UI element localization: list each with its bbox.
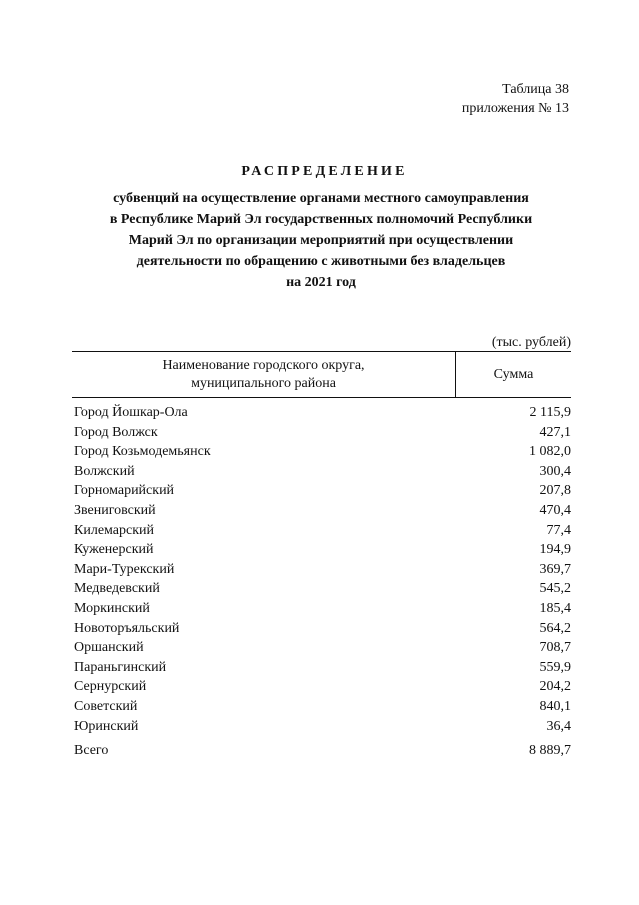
table-row <box>74 540 571 560</box>
subtitle-line: Марий Эл по организации мероприятий при осуществлении <box>128 233 514 248</box>
row-name: Оршанский <box>74 640 144 656</box>
row-sum: 427,1 <box>539 424 571 440</box>
table-body <box>74 403 571 736</box>
document-title: РАСПРЕДЕЛЕНИЕ <box>241 164 408 179</box>
table-row <box>74 619 571 639</box>
row-sum: 545,2 <box>539 581 571 597</box>
row-sum: 194,9 <box>539 542 571 558</box>
row-name: Горномарийский <box>74 483 175 499</box>
table-row <box>74 599 571 619</box>
row-sum: 564,2 <box>539 620 571 636</box>
subtitle-line: субвенций на осуществление органами местного самоуправления <box>113 191 529 206</box>
table-row <box>74 560 571 580</box>
row-sum: 369,7 <box>539 561 571 577</box>
row-name: Город Волжск <box>74 424 158 440</box>
table-row <box>74 638 571 658</box>
row-sum: 185,4 <box>539 600 571 616</box>
table-header <box>72 351 571 398</box>
table-row <box>74 423 571 443</box>
table-row <box>74 462 571 482</box>
row-sum: 204,2 <box>539 679 571 695</box>
column-header-name <box>72 352 456 397</box>
row-sum: 2 115,9 <box>529 405 571 420</box>
subtitle-line: в Республике Марий Эл государственных полномочий Республики <box>109 212 533 227</box>
row-sum: 559,9 <box>539 659 571 675</box>
row-name: Мари-Турекский <box>74 561 175 577</box>
subtitle-line: на 2021 год <box>286 275 356 290</box>
column-header-sum: Сумма <box>493 366 534 382</box>
table-row <box>74 677 571 697</box>
row-name: Советский <box>74 698 138 714</box>
row-sum: 708,7 <box>539 640 571 656</box>
row-name: Сернурский <box>74 679 147 695</box>
table-row <box>74 658 571 678</box>
table-number: Таблица 38 <box>502 82 569 97</box>
subtitle-line: деятельности по обращению с животными без владельцев <box>136 254 506 269</box>
row-sum: 1 082,0 <box>529 444 571 460</box>
row-name: Волжский <box>74 463 135 479</box>
row-name: Куженерский <box>74 542 154 558</box>
row-name: Параньгинский <box>74 659 167 675</box>
column-header-name-line1: Наименование городского округа, <box>162 357 365 373</box>
table-row <box>74 697 571 717</box>
column-header-name-line2: муниципального района <box>191 375 336 391</box>
row-sum: 300,4 <box>539 463 571 479</box>
table-row <box>74 717 571 737</box>
table-reference <box>462 80 569 118</box>
row-name: Юринский <box>74 718 139 734</box>
appendix-number: приложения № 13 <box>461 101 569 116</box>
table-row <box>74 501 571 521</box>
row-name: Город Козьмодемьянск <box>74 444 211 460</box>
table-total-row <box>74 741 571 761</box>
row-sum: 470,4 <box>539 502 571 518</box>
units-label: (тыс. рублей) <box>491 335 571 350</box>
table-row <box>74 403 571 423</box>
row-sum: 77,4 <box>546 522 571 538</box>
document-subtitle <box>96 188 546 293</box>
total-label: Всего <box>74 743 109 758</box>
row-name: Город Йошкар-Ола <box>74 405 188 420</box>
table-row <box>74 521 571 541</box>
table-row <box>74 481 571 501</box>
table-row <box>74 442 571 462</box>
row-name: Килемарский <box>74 522 155 538</box>
row-name: Звениговский <box>74 502 156 518</box>
row-name: Медведевский <box>74 581 160 597</box>
total-sum: 8 889,7 <box>529 743 571 758</box>
row-sum: 840,1 <box>539 698 571 714</box>
row-sum: 36,4 <box>546 718 571 734</box>
table-row <box>74 579 571 599</box>
row-name: Новоторъяльский <box>74 620 180 636</box>
row-name: Моркинский <box>74 600 150 616</box>
row-sum: 207,8 <box>539 483 571 499</box>
